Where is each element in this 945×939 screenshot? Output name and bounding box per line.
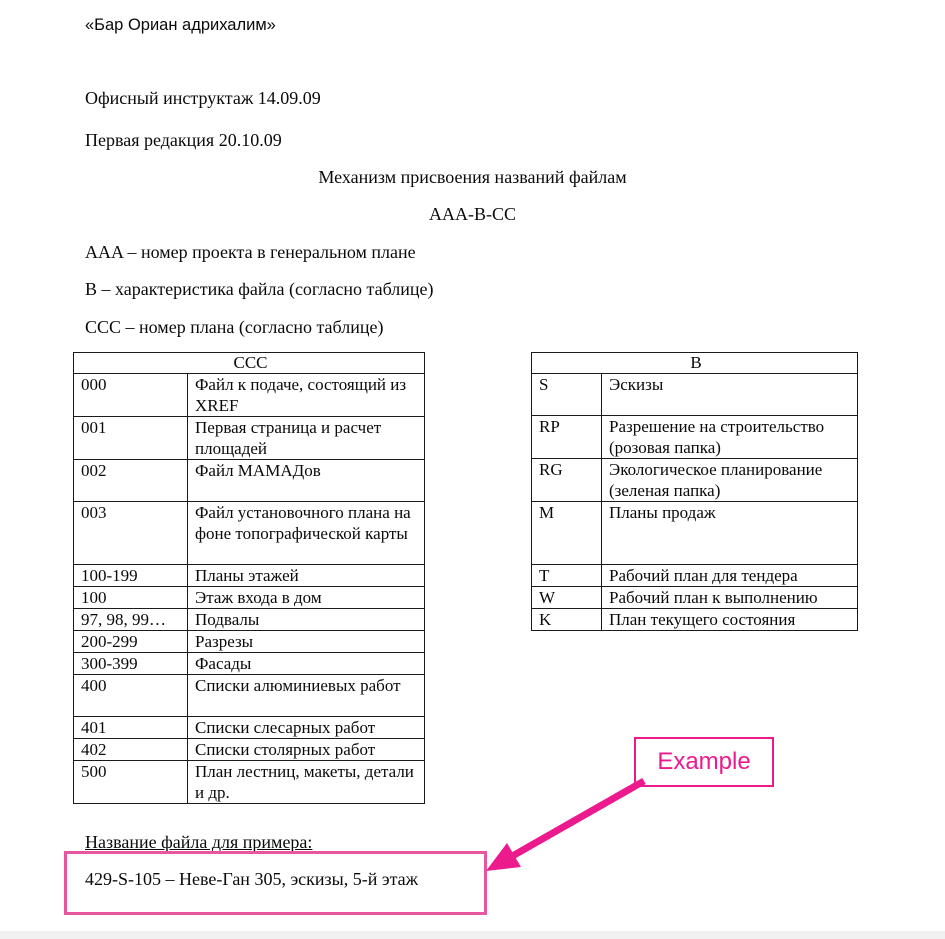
b-table-desc-cell: Эскизы (602, 374, 858, 416)
ccc-table-code-cell: 300-399 (74, 653, 188, 675)
ccc-table-desc-cell: Списки алюминиевых работ (188, 675, 425, 717)
ccc-table-code-cell: 400 (74, 675, 188, 717)
ccc-table-row (74, 417, 425, 460)
ccc-table-row (74, 631, 425, 653)
ccc-table-row (74, 675, 425, 717)
org-name: «Бар Ориан адрихалим» (85, 16, 276, 34)
doc-title: Механизм присвоения названий файлам (318, 167, 627, 187)
ccc-table-header-row (74, 353, 425, 374)
ccc-table-row (74, 761, 425, 804)
ccc-table-code-cell: 100-199 (74, 565, 188, 587)
legend-ccc: CCC – номер плана (согласно таблице) (85, 317, 384, 337)
ccc-table-code-cell: 003 (74, 502, 188, 565)
ccc-table-code-cell: 500 (74, 761, 188, 804)
ccc-table-row (74, 374, 425, 417)
b-table-desc-cell: Рабочий план для тендера (602, 565, 858, 587)
example-callout (634, 737, 774, 787)
ccc-table-desc-cell: Файл к подаче, состоящий из XREF (188, 374, 425, 417)
ccc-table-desc-cell: Файл МАМАДов (188, 460, 425, 502)
b-table-desc-cell: Рабочий план к выполнению (602, 587, 858, 609)
page-bottom-edge (0, 931, 945, 939)
ccc-table (73, 352, 425, 804)
ccc-table-desc-cell: Планы этажей (188, 565, 425, 587)
ccc-table-desc-cell: Подвалы (188, 609, 425, 631)
ccc-table-desc-cell: План лестниц, макеты, детали и др. (188, 761, 425, 804)
filename-pattern: AAA-B-CC (428, 204, 516, 224)
legend-aaa: AAA – номер проекта в генеральном плане (85, 242, 416, 262)
b-table-row (532, 416, 858, 459)
ccc-table-code-cell: 402 (74, 739, 188, 761)
ccc-table-desc-cell: Фасады (188, 653, 425, 675)
ccc-table-row (74, 460, 425, 502)
ccc-table-row (74, 587, 425, 609)
b-table-row (532, 565, 858, 587)
example-callout-label: Example (657, 748, 751, 775)
b-table-code-cell: RG (532, 459, 602, 502)
b-table-row (532, 609, 858, 631)
b-table-code-cell: T (532, 565, 602, 587)
ccc-table-code-cell: 002 (74, 460, 188, 502)
b-table-desc-cell: Экологическое планирование (зеленая папка) (602, 459, 858, 502)
ccc-table-row (74, 609, 425, 631)
example-label: Название файла для примера: (85, 832, 313, 852)
ccc-table-desc-cell: Файл установочного плана на фоне топографической карты (188, 502, 425, 565)
example-highlight-box (64, 851, 487, 915)
b-table-row (532, 587, 858, 609)
legend-b: B – характеристика файла (согласно таблице) (85, 279, 434, 299)
b-table-row (532, 502, 858, 565)
b-table-desc-cell: Разрешение на строительство (розовая папка) (602, 416, 858, 459)
b-table (531, 352, 858, 631)
edition-line: Первая редакция 20.10.09 (85, 130, 282, 150)
b-table-code-cell: M (532, 502, 602, 565)
ccc-table-code-cell: 200-299 (74, 631, 188, 653)
b-table-header: B (532, 353, 858, 374)
b-table-desc-cell: План текущего состояния (602, 609, 858, 631)
ccc-table-code-cell: 000 (74, 374, 188, 417)
b-table-code-cell: K (532, 609, 602, 631)
b-table-code-cell: RP (532, 416, 602, 459)
ccc-table-row (74, 502, 425, 565)
b-table-header-row (532, 353, 858, 374)
ccc-table-header: CCC (74, 353, 425, 374)
b-table-code-cell: S (532, 374, 602, 416)
ccc-table-desc-cell: Списки слесарных работ (188, 717, 425, 739)
ccc-table-code-cell: 100 (74, 587, 188, 609)
ccc-table-desc-cell: Разрезы (188, 631, 425, 653)
b-table-code-cell: W (532, 587, 602, 609)
example-filename: 429-S-105 – Неве-Ган 305, эскизы, 5-й этаж (85, 869, 419, 889)
ccc-table-row (74, 565, 425, 587)
briefing-line: Офисный инструктаж 14.09.09 (85, 88, 321, 108)
b-table-desc-cell: Планы продаж (602, 502, 858, 565)
ccc-table-desc-cell: Этаж входа в дом (188, 587, 425, 609)
ccc-table-row (74, 739, 425, 761)
ccc-table-desc-cell: Списки столярных работ (188, 739, 425, 761)
ccc-table-row (74, 653, 425, 675)
ccc-table-desc-cell: Первая страница и расчет площадей (188, 417, 425, 460)
b-table-row (532, 459, 858, 502)
ccc-table-row (74, 717, 425, 739)
b-table-row (532, 374, 858, 416)
ccc-table-code-cell: 401 (74, 717, 188, 739)
ccc-table-code-cell: 97, 98, 99… (74, 609, 188, 631)
ccc-table-code-cell: 001 (74, 417, 188, 460)
